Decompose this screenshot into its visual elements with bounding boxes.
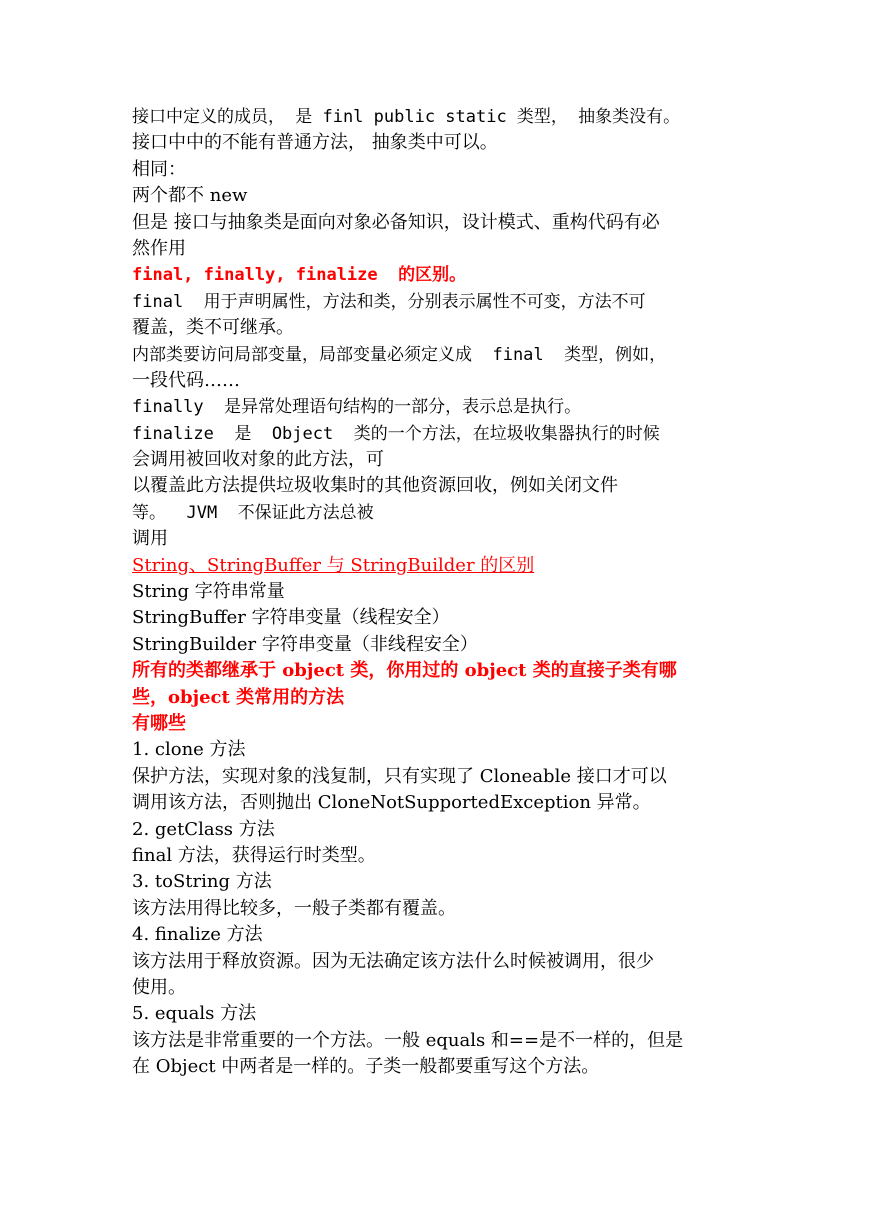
final-finally-finalize-heading: final, finally, finalize 的区别。 — [132, 265, 467, 286]
finalize-description: finalize 是 Object 类的一个方法，在垃圾收集器执行的时候 — [132, 423, 660, 444]
clone-method-text-cont: 调用该方法，否则抛出 CloneNotSupportedException 异常。 — [132, 792, 651, 814]
interface-member-text: 接口中定义的成员， 是 finl public static 类型， 抽象类没有。 — [132, 107, 681, 127]
finalize-description-cont-3: 等。 JVM 不保证此方法总被 — [132, 502, 374, 523]
importance-text: 但是 接口与抽象类是面向对象必备知识，设计模式、重构代码有必 — [132, 211, 660, 233]
equals-method-text: 该方法是非常重要的一个方法。一般 equals 和==是不一样的，但是 — [132, 1029, 684, 1051]
tostring-method-text: 该方法用得比较多，一般子类都有覆盖。 — [132, 897, 456, 919]
finalize-description-cont-2: 以覆盖此方法提供垃圾收集时的其他资源回收，例如关闭文件 — [132, 475, 618, 497]
equals-method-text-cont: 在 Object 中两者是一样的。子类一般都要重写这个方法。 — [132, 1056, 600, 1078]
interface-method-text: 接口中中的不能有普通方法， 抽象类中可以。 — [132, 132, 498, 154]
similarity-new-text: 两个都不 new — [132, 185, 248, 207]
stringbuffer-text: StringBuffer 字符串变量（线程安全） — [132, 607, 450, 629]
stringbuilder-text: StringBuilder 字符串变量（非线程安全） — [132, 633, 478, 655]
final-description-cont: 覆盖，类不可继承。 — [132, 317, 294, 339]
object-class-heading: 所有的类都继承于 object 类，你用过的 object 类的直接子类有哪 — [132, 660, 677, 682]
tostring-method-title: 3. toString 方法 — [132, 871, 272, 893]
inner-class-text-cont: 一段代码…… — [132, 369, 240, 391]
finalize-description-cont-4: 调用 — [132, 528, 168, 550]
string-classes-heading[interactable]: String、StringBuffer 与 StringBuilder 的区别 — [132, 554, 535, 576]
object-class-heading-cont-2: 有哪些 — [132, 712, 186, 734]
finalize-method-title: 4. finalize 方法 — [132, 924, 263, 946]
string-constant-text: String 字符串常量 — [132, 581, 285, 603]
finally-description: finally 是异常处理语句结构的一部分，表示总是执行。 — [132, 397, 582, 418]
equals-method-title: 5. equals 方法 — [132, 1003, 257, 1025]
getclass-method-text: final 方法，获得运行时类型。 — [132, 844, 376, 866]
clone-method-text: 保护方法，实现对象的浅复制，只有实现了 Cloneable 接口才可以 — [132, 765, 667, 787]
finalize-method-text-cont: 使用。 — [132, 976, 186, 998]
inner-class-text: 内部类要访问局部变量，局部变量必须定义成 final 类型，例如， — [132, 344, 667, 365]
similarity-label: 相同： — [132, 158, 186, 180]
finalize-description-cont: 会调用被回收对象的此方法，可 — [132, 449, 384, 471]
document-body — [132, 104, 752, 1080]
clone-method-title: 1. clone 方法 — [132, 739, 246, 761]
finalize-method-text: 该方法用于释放资源。因为无法确定该方法什么时候被调用，很少 — [132, 950, 654, 972]
final-description: final 用于声明属性，方法和类，分别表示属性不可变，方法不可 — [132, 291, 646, 312]
importance-text-cont: 然作用 — [132, 237, 186, 259]
object-class-heading-cont: 些，object 类常用的方法 — [132, 686, 345, 708]
getclass-method-title: 2. getClass 方法 — [132, 818, 275, 840]
